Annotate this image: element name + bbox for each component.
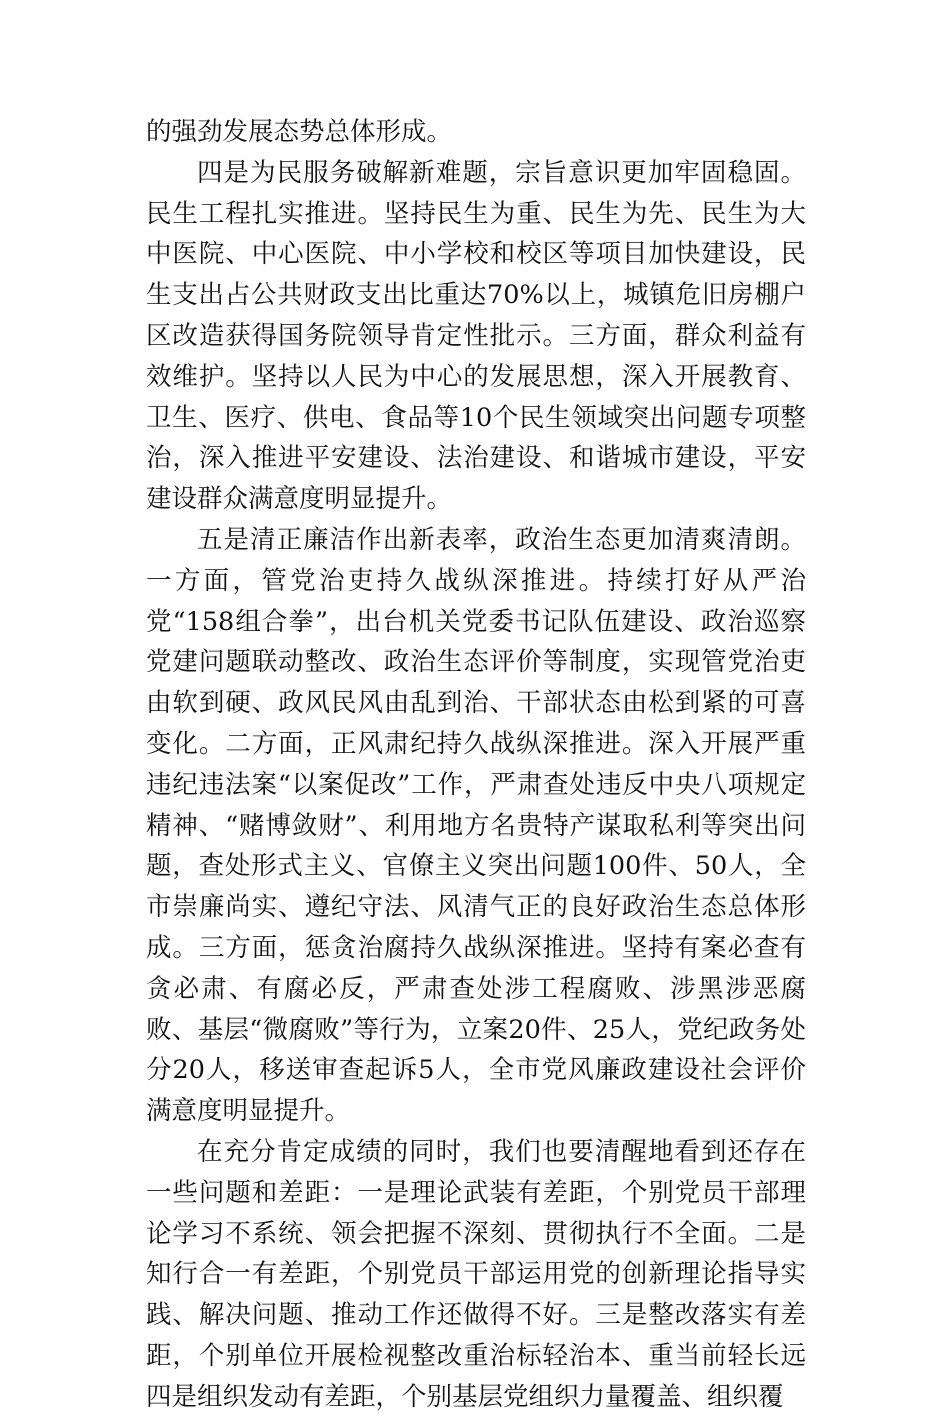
document-body bbox=[146, 112, 806, 1418]
paragraph-3: 五是清正廉洁作出新表率，政治生态更加清爽清朗。一方面，管党治吏持久战纵深推进。持续打好从严治党“158组合拳”，出台机关党委书记队伍建设、政治巡察党建问题联动整改、政治生态评价等制度，实现管党治吏由软到硬、政风民风由乱到治、干部状态由松到紧的可喜变化。二方面，正风肃纪持久战纵深推进。深入开展严重违纪违法案“以案促改”工作，严肃查处违反中央八项规定精神、“赌博敛财”、利用地方名贵特产谋取私利等突出问题，查处形式主义、官僚主义突出问题100件、50人，全市崇廉尚实、遵纪守法、风清气正的良好政治生态总体形成。三方面，惩贪治腐持久战纵深推进。坚持有案必查有贪必肃、有腐必反，严肃查处涉工程腐败、涉黑涉恶腐败、基层“微腐败”等行为，立案20件、25人，党纪政务处分20人，移送审查起诉5人，全市党风廉政建设社会评价满意度明显提升。 bbox=[146, 524, 806, 1127]
paragraph-2: 四是为民服务破解新难题，宗旨意识更加牢固稳固。民生工程扎实推进。坚持民生为重、民生为先、民生为大中医院、中心医院、中小学校和校区等项目加快建设，民生支出占公共财政支出比重达70%以上，城镇危旧房棚户区改造获得国务院领导肯定性批示。三方面，群众利益有效维护。坚持以人民为中心的发展思想，深入开展教育、卫生、医疗、供电、食品等10个民生领域突出问题专项整治，深入推进平安建设、法治建设、和谐城市建设，平安建设群众满意度明显提升。 bbox=[146, 157, 806, 515]
paragraph-1: 的强劲发展态势总体形成。 bbox=[146, 117, 453, 147]
paragraph-4: 在充分肯定成绩的同时，我们也要清醒地看到还存在一些问题和差距：一是理论武装有差距，个别党员干部理论学习不系统、领会把握不深刻、贯彻执行不全面。二是知行合一有差距，个别党员干部运用党的创新理论指导实践、解决问题、推动工作还做得不好。三是整改落实有差距，个别单位开展检视整改重治标轻治本、重当前轻长远四是组织发动有差距，个别基层党组织力量覆盖、组织覆 bbox=[146, 1136, 806, 1412]
